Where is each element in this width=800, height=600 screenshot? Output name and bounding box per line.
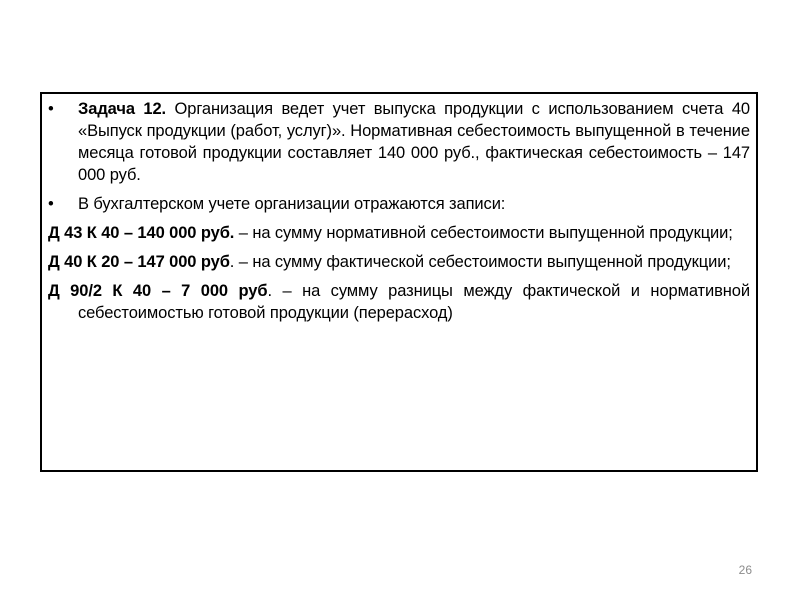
task-paragraph	[48, 98, 750, 186]
entry-posting: Д 40 К 20 – 147 000 руб	[48, 253, 230, 271]
entry-description: . – на сумму фактической себестоимости выпущенной продукции;	[229, 253, 731, 271]
entry-paragraph	[48, 280, 750, 324]
entry-posting: Д 90/2 К 40 – 7 000 руб	[48, 282, 268, 300]
task-label: Задача 12.	[78, 100, 167, 118]
task-text: Организация ведет учет выпуска продукции с использованием счета 40 «Выпуск продукции (работ, услуг)». Нормативная себестоимость выпущенной в течение месяца готовой продукции составляет 140 000 руб., фактическая себестоимость – 147 000 руб.	[78, 100, 750, 184]
entry-posting: Д 43 К 40 – 140 000 руб.	[48, 224, 235, 242]
bullet-icon: •	[48, 100, 54, 118]
page-number: 26	[738, 563, 752, 577]
entry-paragraph	[48, 251, 750, 273]
entry-paragraph	[48, 222, 750, 244]
entry-description: – на сумму нормативной себестоимости выпущенной продукции;	[234, 224, 733, 242]
content-box	[40, 92, 758, 472]
intro-text: В бухгалтерском учете организации отражаются записи:	[78, 195, 506, 213]
bullet-icon: •	[48, 195, 54, 213]
intro-paragraph	[48, 193, 750, 215]
entry-description: . – на сумму разницы между фактической и нормативной себестоимостью готовой продукции (перерасход)	[78, 282, 750, 322]
